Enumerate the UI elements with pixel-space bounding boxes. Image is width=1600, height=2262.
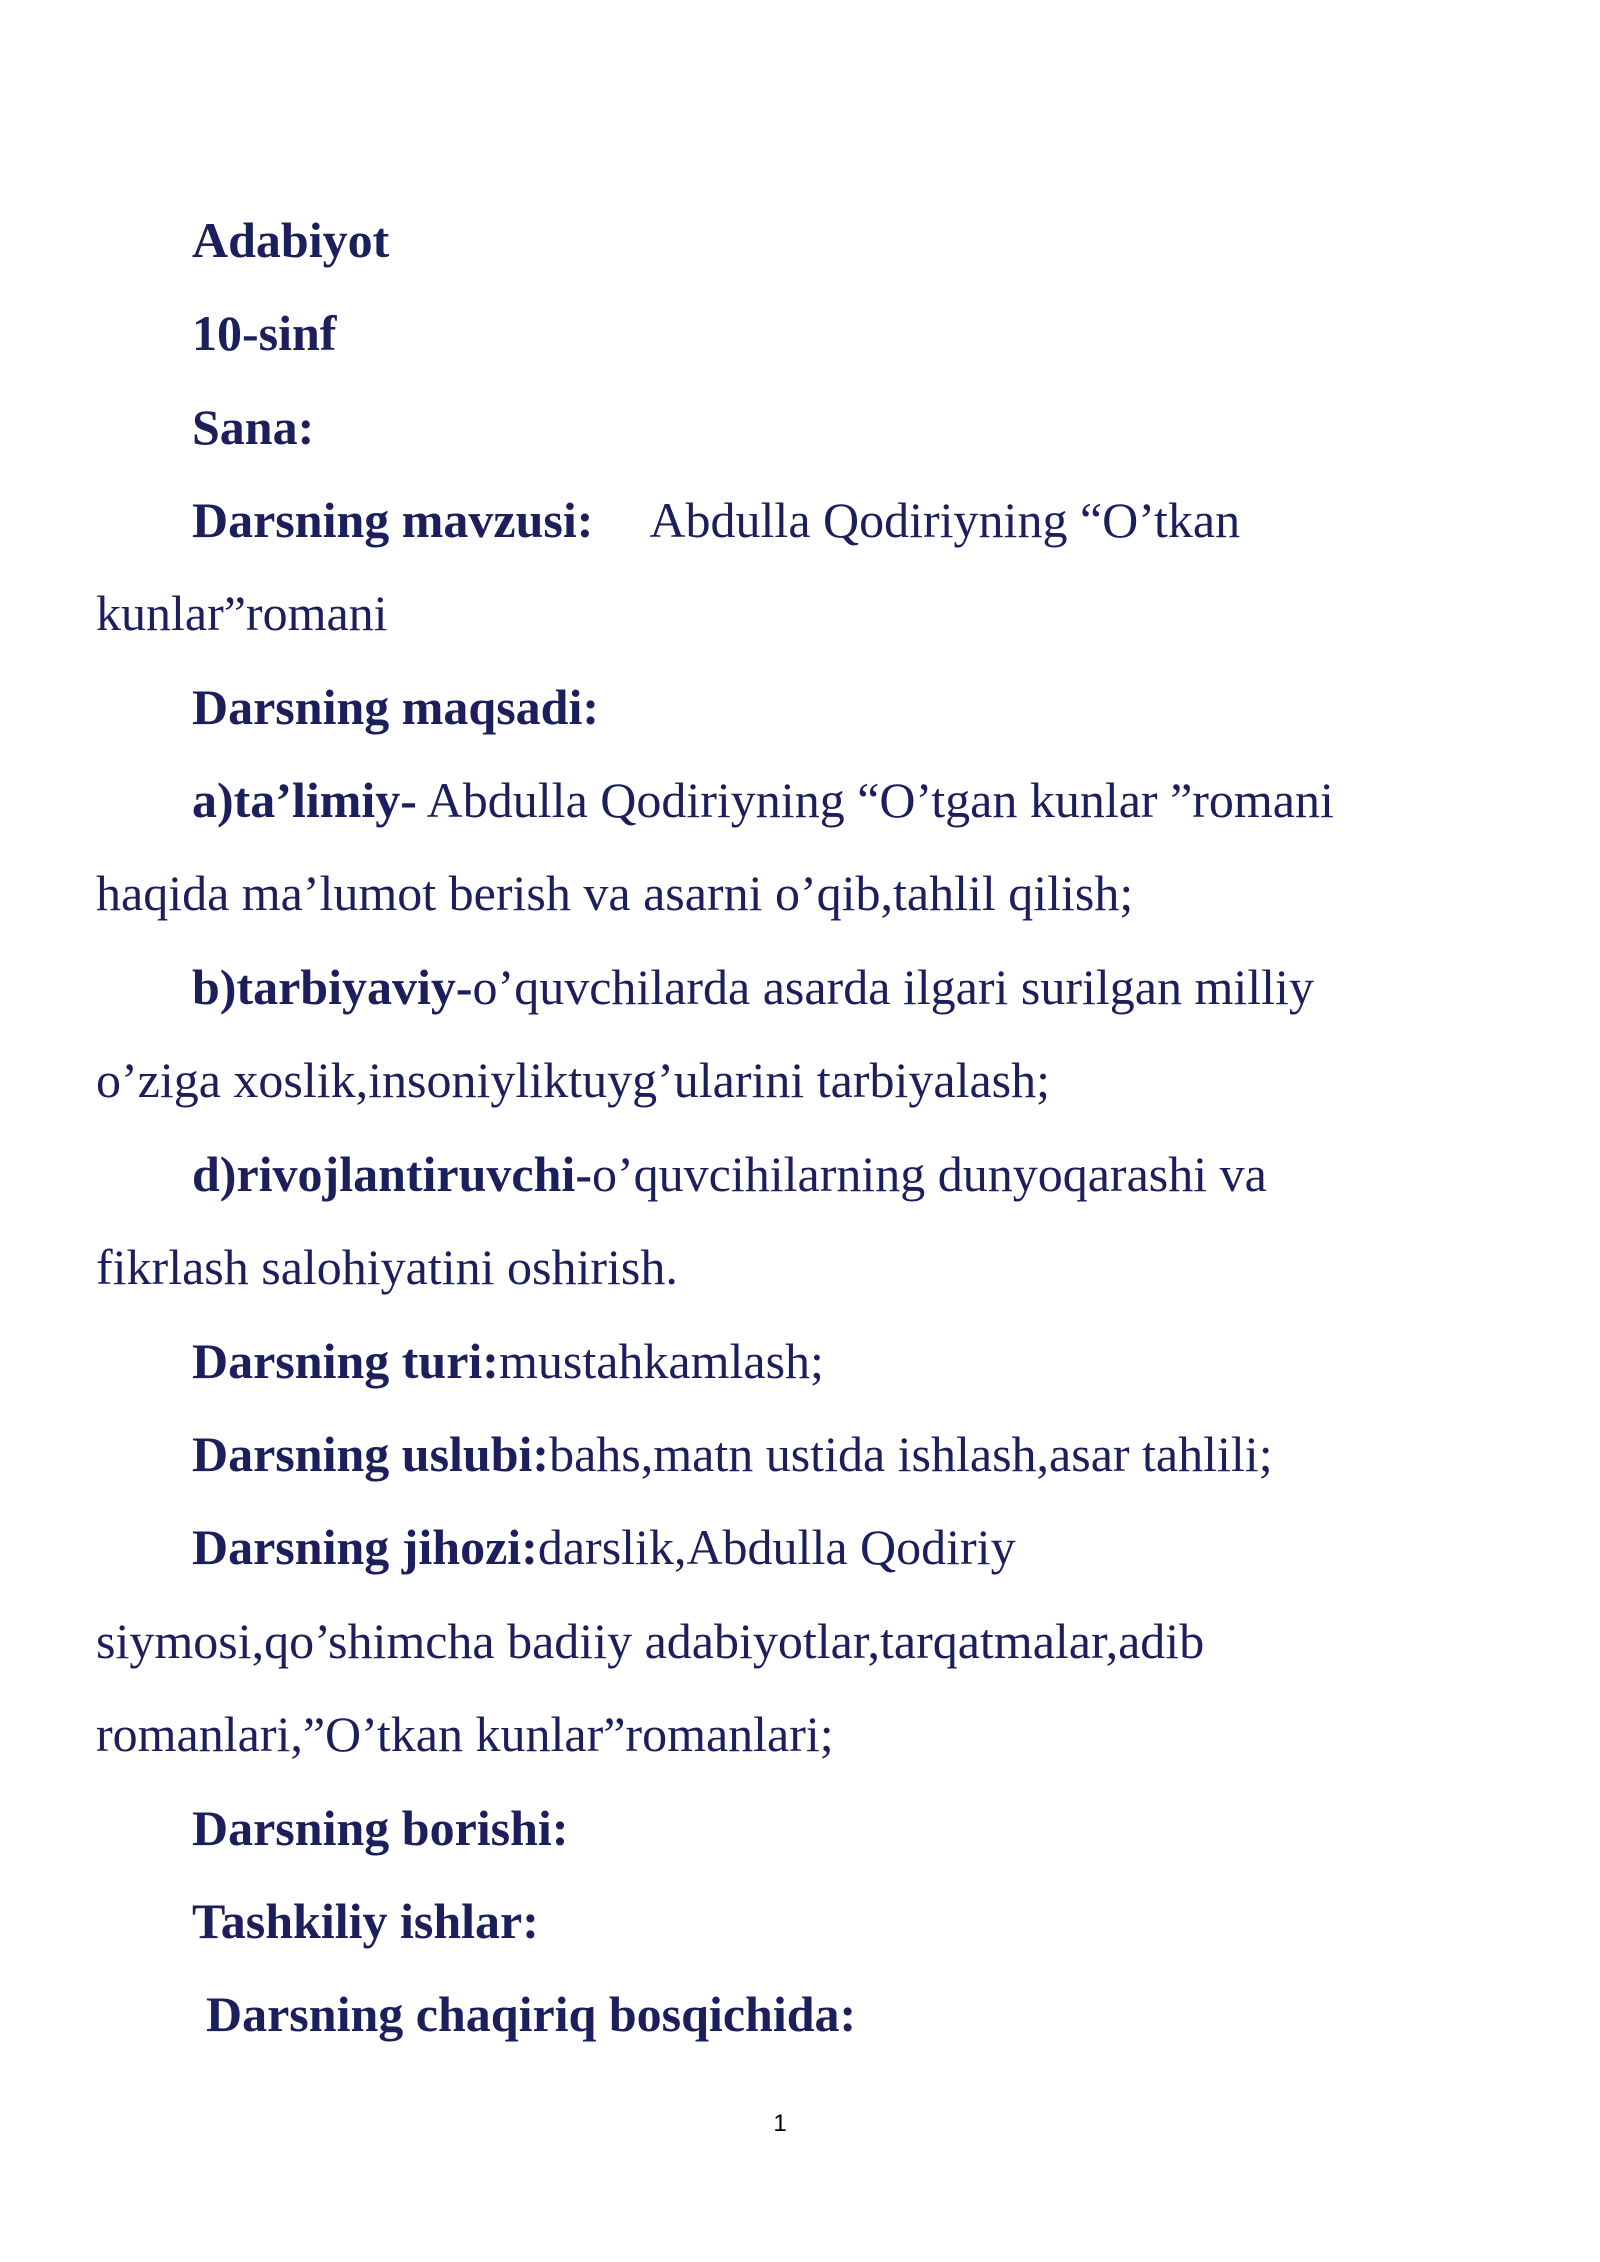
goal-a-line — [192, 770, 1334, 830]
method-text: bahs,matn ustida ishlash,asar tahlili; — [549, 1426, 1273, 1482]
org-label: Tashkiliy ishlar: — [192, 1893, 539, 1949]
goal-d-label: d)rivojlantiruvchi- — [192, 1146, 592, 1202]
subject-heading: Adabiyot — [192, 212, 390, 268]
equipment-label: Darsning jihozi: — [192, 1519, 538, 1575]
method-line — [192, 1424, 1273, 1484]
topic-continuation: kunlar”romani — [96, 585, 388, 641]
type-line — [192, 1331, 824, 1391]
equipment-continuation-1: siymosi,qo’shimcha badiiy adabiyotlar,tarqatmalar,adib — [96, 1613, 1205, 1669]
method-label: Darsning uslubi: — [192, 1426, 550, 1482]
goal-label: Darsning maqsadi: — [192, 679, 600, 735]
process-label: Darsning borishi: — [192, 1800, 569, 1856]
goal-b-continuation: o’ziga xoslik,insoniyliktuyg’ularini tarbiyalash; — [96, 1052, 1051, 1108]
goal-d-continuation: fikrlash salohiyatini oshirish. — [96, 1239, 678, 1295]
topic-line — [192, 490, 1240, 550]
goal-b-line — [192, 957, 1314, 1017]
goal-d-line — [192, 1144, 1267, 1204]
goal-a-label: a)ta’limiy- — [192, 772, 417, 828]
type-text: mustahkamlash; — [498, 1333, 824, 1389]
goal-b-label: b)tarbiyaviy- — [192, 959, 473, 1015]
topic-text: Abdulla Qodiriyning “O’tkan — [649, 492, 1241, 548]
grade-heading: 10-sinf — [192, 305, 337, 361]
type-label: Darsning turi: — [192, 1333, 499, 1389]
goal-a-text: Abdulla Qodiriyning “O’tgan kunlar ”romani — [416, 772, 1334, 828]
goal-d-text: o’quvcihilarning dunyoqarashi va — [591, 1146, 1267, 1202]
goal-b-text: o’quvchilarda asarda ilgari surilgan milliy — [472, 959, 1314, 1015]
page-number: 1 — [773, 2110, 787, 2137]
challenge-label: Darsning chaqiriq bosqichida: — [206, 1986, 857, 2042]
date-label: Sana: — [192, 399, 315, 455]
equipment-continuation-2: romanlari,”O’tkan kunlar”romanlari; — [96, 1706, 834, 1762]
equipment-line — [192, 1517, 1016, 1577]
goal-a-continuation: haqida ma’lumot berish va asarni o’qib,tahlil qilish; — [96, 865, 1134, 921]
topic-label: Darsning mavzusi: — [192, 492, 594, 548]
equipment-text: darslik,Abdulla Qodiriy — [537, 1519, 1016, 1575]
